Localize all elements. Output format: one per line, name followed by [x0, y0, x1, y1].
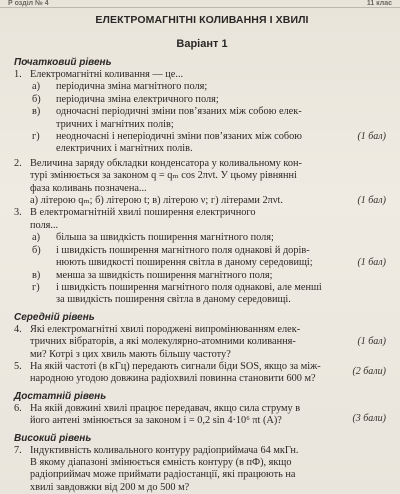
task-text-line: В якому діапазоні змінюється ємність контуру (в пФ), якщо	[30, 456, 292, 468]
task-text-line: турі змінюється за законом q = qₘ cos 2πνt. У цьому рівнянні	[30, 170, 297, 182]
option-c: в) одночасні періодичні зміни пов’язаних між собою елек- тричних і магнітних полів;	[32, 106, 302, 130]
task-6	[14, 403, 390, 428]
option-a: а) більша за швидкість поширення магнітного поля;	[32, 232, 274, 244]
task-text-line: Величина заряду обкладки конденсатора у коливальному кон-	[30, 157, 302, 169]
task-text-line: В електромагнітній хвилі поширення електричного	[30, 207, 256, 219]
points-badge: (2 бали)	[352, 365, 386, 377]
task-text-line: На якій довжині хвилі працює передавач, якщо сила струму в	[30, 402, 301, 414]
task-1	[14, 69, 390, 156]
task-5	[14, 361, 390, 386]
points-badge: (1 бал)	[357, 335, 386, 347]
task-7	[14, 445, 390, 494]
points-badge: (1 бал)	[357, 131, 386, 142]
task-text-line: ми? Котрі з цих хвиль мають більшу частоту?	[30, 348, 231, 360]
task-text-line: народною угодою довжина радіохвилі повинна становити 600 м?	[30, 373, 316, 385]
task-text-line: Які електромагнітні хвилі породжені випромінюванням елек-	[30, 323, 301, 335]
option-b: б) і швидкість поширення магнітного поля однакові й дорів- нюють швидкості поширення світла в даному середовищі;	[32, 244, 313, 269]
task-text-line: поля...	[30, 219, 59, 231]
level-heading-high: Високий рівень	[14, 432, 92, 444]
task-number: 5.	[14, 360, 22, 372]
task-number: 4.	[14, 323, 22, 335]
points-badge: (1 бал)	[357, 257, 386, 269]
task-text-line: радіоприймач може приймати радіостанції, які працюють на	[30, 469, 296, 481]
points-badge: (1 бал)	[357, 194, 386, 206]
variant-heading: Варіант 1	[176, 38, 228, 50]
task-number: 2.	[14, 157, 22, 169]
level-heading-sufficient: Достатній рівень	[14, 390, 107, 402]
points-badge: (3 бали)	[352, 412, 386, 424]
task-4	[14, 324, 390, 361]
option-d: г) і швидкість поширення магнітного поля однакові, але менші за швидкість поширення світла в даному середовищі.	[32, 281, 322, 306]
level-heading-medium: Середній рівень	[14, 311, 95, 323]
task-text-line: Індуктивність коливального контуру радіоприймача 64 мкГн.	[30, 444, 299, 456]
grade-label: 11 клас	[366, 0, 392, 7]
task-text-line: хвилі завдовжки від 200 м до 500 м?	[30, 481, 190, 493]
worksheet-title: ЕЛЕКТРОМАГНІТНІ КОЛИВАННЯ І ХВИЛІ	[95, 14, 309, 26]
task-text-line: На якій частоті (в кГц) передають сигнали біди SOS, якщо за між-	[30, 360, 321, 372]
option-b: б) періодична зміна електричного поля;	[32, 93, 219, 105]
task-text: Електромагнітні коливання — це...	[30, 69, 184, 80]
task-options-inline: а) літерою qₘ; б) літерою t; в) літерою ν; г) літерами 2πνt.	[30, 195, 283, 207]
task-number: 6.	[14, 402, 22, 414]
task-number: 1.	[14, 69, 22, 80]
task-text-line: тричних вібраторів, а які молекулярно-атомними коливання-	[30, 336, 296, 348]
task-2	[14, 158, 390, 208]
task-number: 3.	[14, 207, 22, 219]
option-c: в) менша за швидкість поширення магнітного поля;	[32, 269, 273, 281]
task-text-line: фаза коливань позначена...	[30, 182, 147, 194]
level-heading-initial: Початковий рівень	[14, 57, 112, 68]
page-header-strip	[0, 0, 400, 8]
task-text-line: його антені змінюється за законом i = 0,2 sin 4·10⁶ πt (А)?	[30, 415, 282, 427]
task-3	[14, 207, 390, 306]
section-label: Р озділ № 4	[8, 0, 49, 7]
option-d: г) неодночасні і неперіодичні зміни пов’язаних між собою електричних і магнітних полів.	[32, 131, 302, 155]
option-a: а) періодична зміна магнітного поля;	[32, 81, 208, 93]
task-number: 7.	[14, 444, 22, 456]
